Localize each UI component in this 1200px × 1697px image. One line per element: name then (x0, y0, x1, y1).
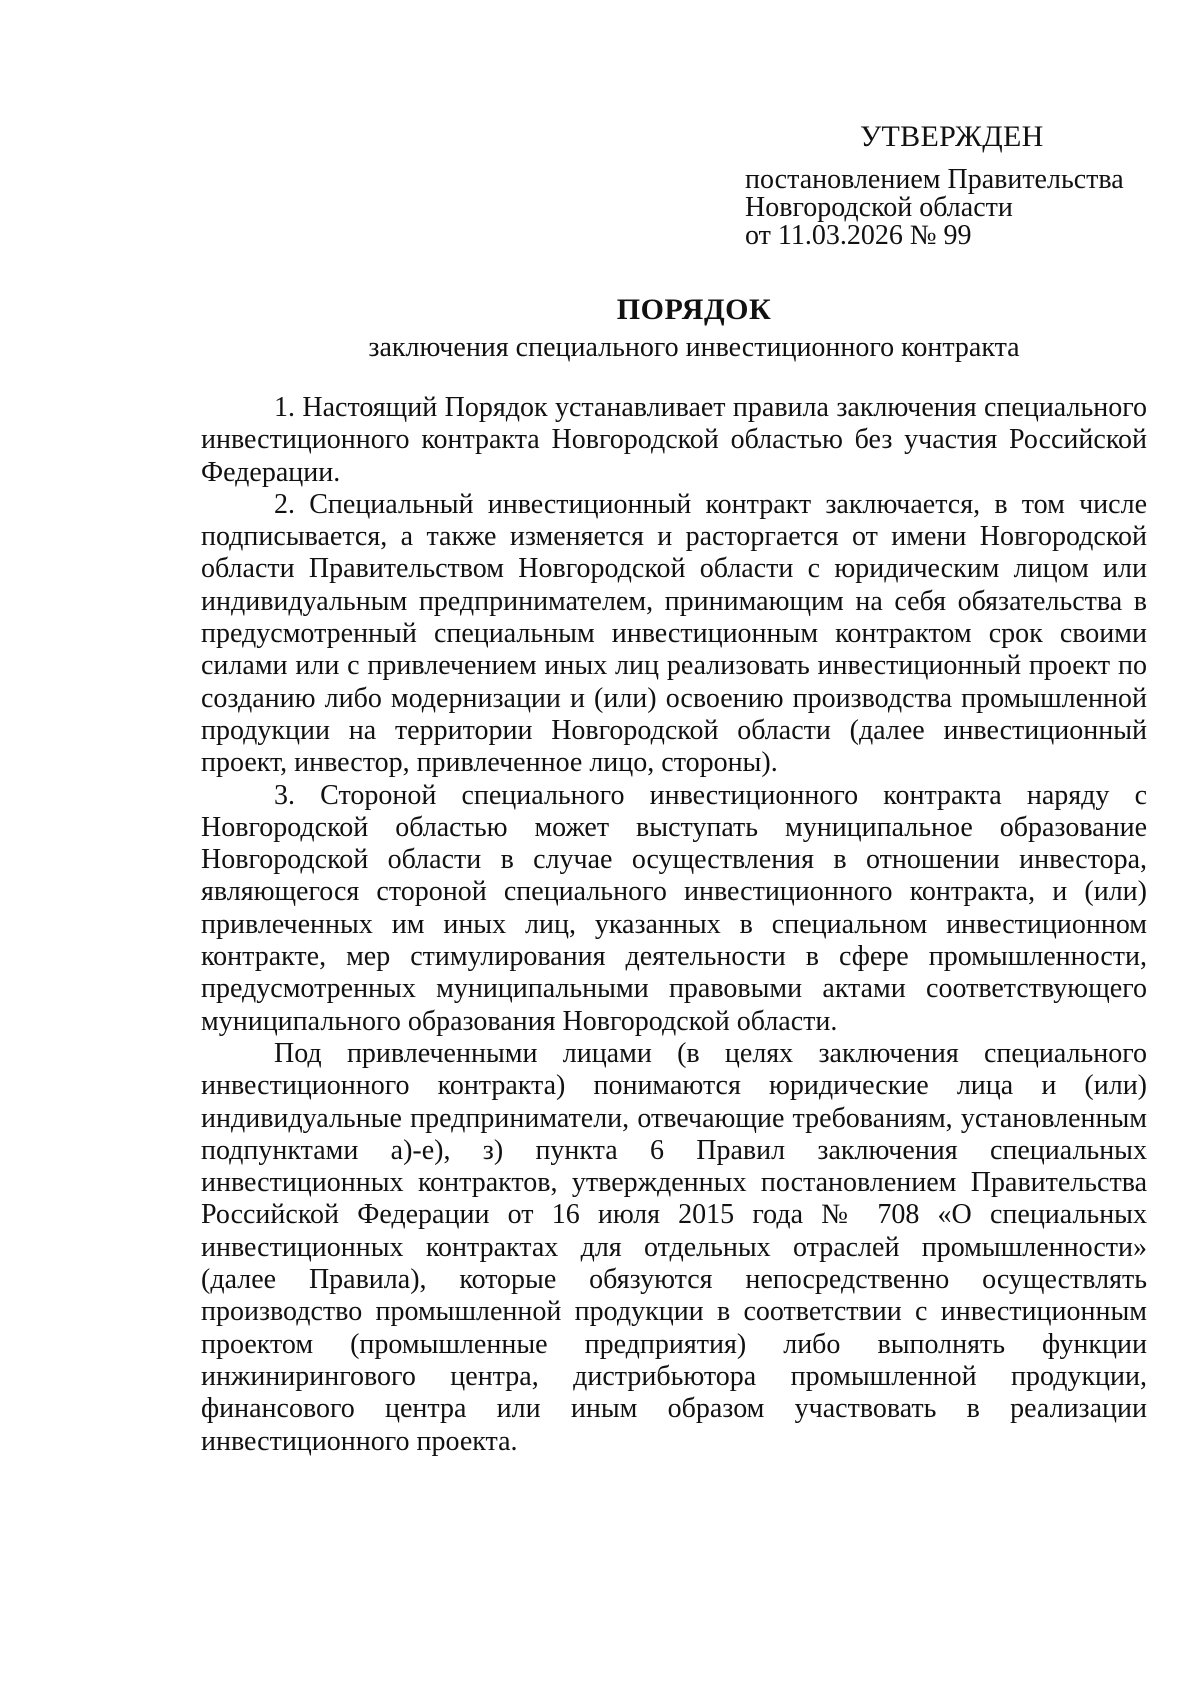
approval-title: УТВЕРЖДЕН (860, 120, 1044, 153)
paragraph-2: 2. Специальный инвестиционный контракт заключается, в том числе подписывается, а также изменяется и расторгается от имени Новгородской области Правительством Новгородской области с юридическим лицом или индивидуальным предпринимателем, принимающим на себя обязательства в предусмотренный специальным инвестиционным контрактом срок своими силами или с привлечением иных лиц реализовать инвестиционный проект по созданию либо модернизации и (или) освоению производства промышленной продукции на территории Новгородской области (далее инвестиционный проект, инвестор, привлеченное лицо, стороны). (201, 488, 1147, 779)
paragraph-3: 3. Стороной специального инвестиционного контракта наряду с Новгородской областью может выступать муниципальное образование Новгородской области в случае осуществления в отношении инвестора, являющегося стороной специального инвестиционного контракта, и (или) привлеченных им иных лиц, указанных в специальном инвестиционном контракте, мер стимулирования деятельности в сфере промышленности, предусмотренных муниципальными правовыми актами соответствующего муниципального образования Новгородской области. (201, 779, 1147, 1037)
approval-lines (745, 166, 1165, 250)
document-title: ПОРЯДОК (616, 293, 772, 326)
approval-line-date-number: от 11.03.2026 № 99 (745, 220, 972, 251)
approval-line-decree: постановлением Правительства (745, 164, 1124, 195)
document-body (201, 392, 1147, 1458)
approval-line-region: Новгородской области (745, 192, 1013, 223)
paragraph-attracted-persons: Под привлеченными лицами (в целях заключения специального инвестиционного контракта) понимаются юридические лица и (или) индивидуальные предприниматели, отвечающие требованиям, установленным подпунктами а)-е), з) пункта 6 Правил заключения специальных инвестиционных контрактов, утвержденных постановлением Правительства Российской Федерации от 16 июля 2015 года № 708 «О специальных инвестиционных контрактах для отдельных отраслей промышленности» (далее Правила), которые обязуются непосредственно осуществлять производство промышленной продукции в соответствии с инвестиционным проектом (промышленные предприятия) либо выполнять функции инжинирингового центра, дистрибьютора промышленной продукции, финансового центра или иным образом участвовать в реализации инвестиционного проекта. (201, 1037, 1147, 1457)
approval-stamp-block (745, 120, 1165, 250)
document-subtitle: заключения специального инвестиционного контракта (368, 332, 1020, 363)
paragraph-1: 1. Настоящий Порядок устанавливает правила заключения специального инвестиционного контракта Новгородской областью без участия Российской Федерации. (201, 392, 1147, 488)
